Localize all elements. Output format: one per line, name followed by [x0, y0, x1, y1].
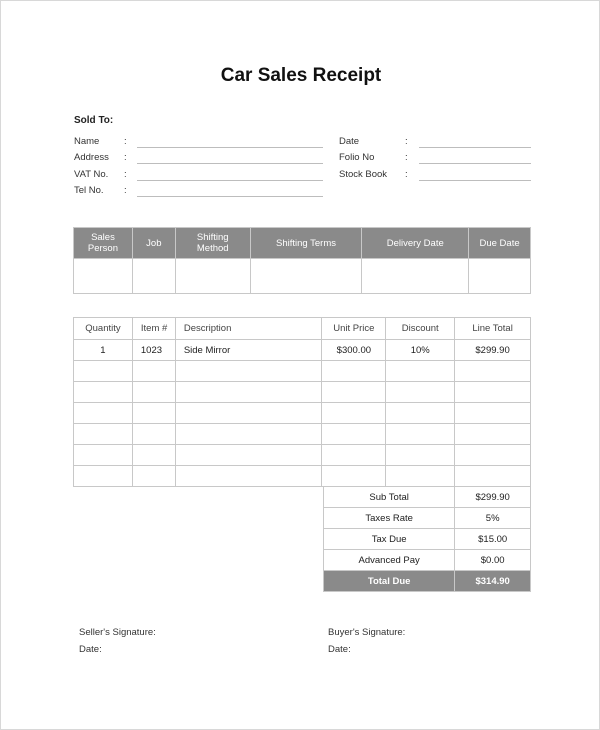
field-stock-book	[339, 169, 532, 185]
column-header: Job	[132, 228, 175, 259]
table-cell[interactable]: Side Mirror	[175, 340, 322, 361]
column-header: Item #	[132, 318, 175, 340]
totals-row	[324, 487, 531, 508]
field-label: Stock Book	[339, 169, 388, 180]
table-cell[interactable]	[175, 403, 322, 424]
field-label: Address	[74, 152, 109, 163]
field-colon: :	[405, 152, 408, 163]
field-label: Name	[74, 136, 100, 147]
field-folio-no	[339, 152, 532, 168]
totals-value: $15.00	[455, 529, 531, 550]
totals-row	[324, 550, 531, 571]
seller-date-label: Date:	[79, 644, 102, 655]
page-title: Car Sales Receipt	[220, 65, 382, 86]
table-cell[interactable]	[74, 361, 133, 382]
table-row	[74, 382, 531, 403]
table-cell[interactable]	[74, 445, 133, 466]
column-header: Quantity	[74, 318, 133, 340]
field-label: Date	[339, 136, 360, 147]
field-colon: :	[405, 169, 408, 180]
field-label: Folio No	[339, 152, 375, 163]
table-cell[interactable]	[455, 403, 531, 424]
totals-table	[323, 486, 531, 592]
field-address	[74, 152, 324, 168]
table-cell[interactable]: 1023	[132, 340, 175, 361]
column-header: Discount	[386, 318, 455, 340]
field-input-line[interactable]	[137, 147, 323, 148]
buyer-signature-label: Buyer's Signature:	[328, 627, 406, 638]
table-cell[interactable]	[469, 259, 531, 294]
totals-label: Taxes Rate	[324, 508, 455, 529]
totals-row	[324, 508, 531, 529]
field-input-line[interactable]	[419, 147, 531, 148]
field-input-line[interactable]	[419, 163, 531, 164]
field-vat-no	[74, 169, 324, 185]
table-cell[interactable]	[322, 445, 386, 466]
table-cell[interactable]	[362, 259, 469, 294]
field-label: Tel No.	[74, 185, 104, 196]
table-cell[interactable]	[132, 403, 175, 424]
table-cell[interactable]	[386, 424, 455, 445]
column-header: Line Total	[455, 318, 531, 340]
field-tel-no	[74, 185, 324, 201]
table-cell[interactable]	[455, 445, 531, 466]
field-name	[74, 136, 324, 152]
totals-row	[324, 529, 531, 550]
totals-value: 5%	[455, 508, 531, 529]
field-input-line[interactable]	[137, 163, 323, 164]
field-colon: :	[124, 136, 127, 147]
table-cell[interactable]	[386, 361, 455, 382]
table-cell[interactable]	[322, 424, 386, 445]
table-cell[interactable]	[386, 382, 455, 403]
column-header: Shifting Terms	[250, 228, 362, 259]
field-colon: :	[124, 169, 127, 180]
table-cell[interactable]	[74, 382, 133, 403]
column-header: Delivery Date	[362, 228, 469, 259]
table-cell[interactable]	[322, 466, 386, 487]
table-cell[interactable]: $300.00	[322, 340, 386, 361]
table-row	[74, 340, 531, 361]
table-row	[74, 361, 531, 382]
table-cell[interactable]	[175, 382, 322, 403]
table-cell[interactable]	[132, 382, 175, 403]
table-cell[interactable]	[386, 466, 455, 487]
table-cell[interactable]	[455, 466, 531, 487]
table-cell[interactable]	[175, 361, 322, 382]
buyer-date-label: Date:	[328, 644, 351, 655]
totals-value: $299.90	[455, 487, 531, 508]
table-cell[interactable]	[132, 424, 175, 445]
table-row	[74, 424, 531, 445]
table-cell[interactable]	[386, 403, 455, 424]
totals-value: $314.90	[455, 571, 531, 592]
totals-label: Sub Total	[324, 487, 455, 508]
table-cell[interactable]	[132, 259, 175, 294]
table-cell[interactable]	[175, 424, 322, 445]
table-row	[74, 466, 531, 487]
table-cell[interactable]	[322, 361, 386, 382]
table-cell[interactable]	[132, 361, 175, 382]
sold-to-label: Sold To:	[74, 115, 114, 126]
seller-signature-label: Seller's Signature:	[79, 627, 156, 638]
table-cell[interactable]	[455, 382, 531, 403]
table-cell[interactable]	[175, 466, 322, 487]
column-header: Sales Person	[74, 228, 133, 259]
field-colon: :	[405, 136, 408, 147]
table-cell[interactable]	[455, 424, 531, 445]
field-input-line[interactable]	[137, 180, 323, 181]
totals-label: Tax Due	[324, 529, 455, 550]
total-due-row	[324, 571, 531, 592]
field-colon: :	[124, 152, 127, 163]
table-cell[interactable]	[322, 403, 386, 424]
sales-info-table	[73, 227, 531, 294]
table-row	[74, 403, 531, 424]
table-cell[interactable]	[74, 424, 133, 445]
field-input-line[interactable]	[419, 180, 531, 181]
column-header: Due Date	[469, 228, 531, 259]
table-cell[interactable]	[132, 445, 175, 466]
column-header: Unit Price	[322, 318, 386, 340]
items-table	[73, 317, 531, 487]
totals-label: Total Due	[324, 571, 455, 592]
totals-label: Advanced Pay	[324, 550, 455, 571]
table-cell[interactable]	[74, 403, 133, 424]
column-header: Shifting Method	[175, 228, 250, 259]
table-cell[interactable]	[175, 445, 322, 466]
table-cell[interactable]	[74, 259, 133, 294]
table-cell[interactable]	[386, 445, 455, 466]
table-cell[interactable]	[322, 382, 386, 403]
table-cell[interactable]	[132, 466, 175, 487]
field-input-line[interactable]	[137, 196, 323, 197]
table-cell[interactable]: 1	[74, 340, 133, 361]
table-row	[74, 445, 531, 466]
totals-value: $0.00	[455, 550, 531, 571]
field-label: VAT No.	[74, 169, 109, 180]
column-header: Description	[175, 318, 322, 340]
field-date	[339, 136, 532, 152]
table-cell[interactable]: $299.90	[455, 340, 531, 361]
field-colon: :	[124, 185, 127, 196]
table-cell[interactable]	[455, 361, 531, 382]
table-cell[interactable]	[175, 259, 250, 294]
table-cell[interactable]: 10%	[386, 340, 455, 361]
table-cell[interactable]	[250, 259, 362, 294]
table-cell[interactable]	[74, 466, 133, 487]
